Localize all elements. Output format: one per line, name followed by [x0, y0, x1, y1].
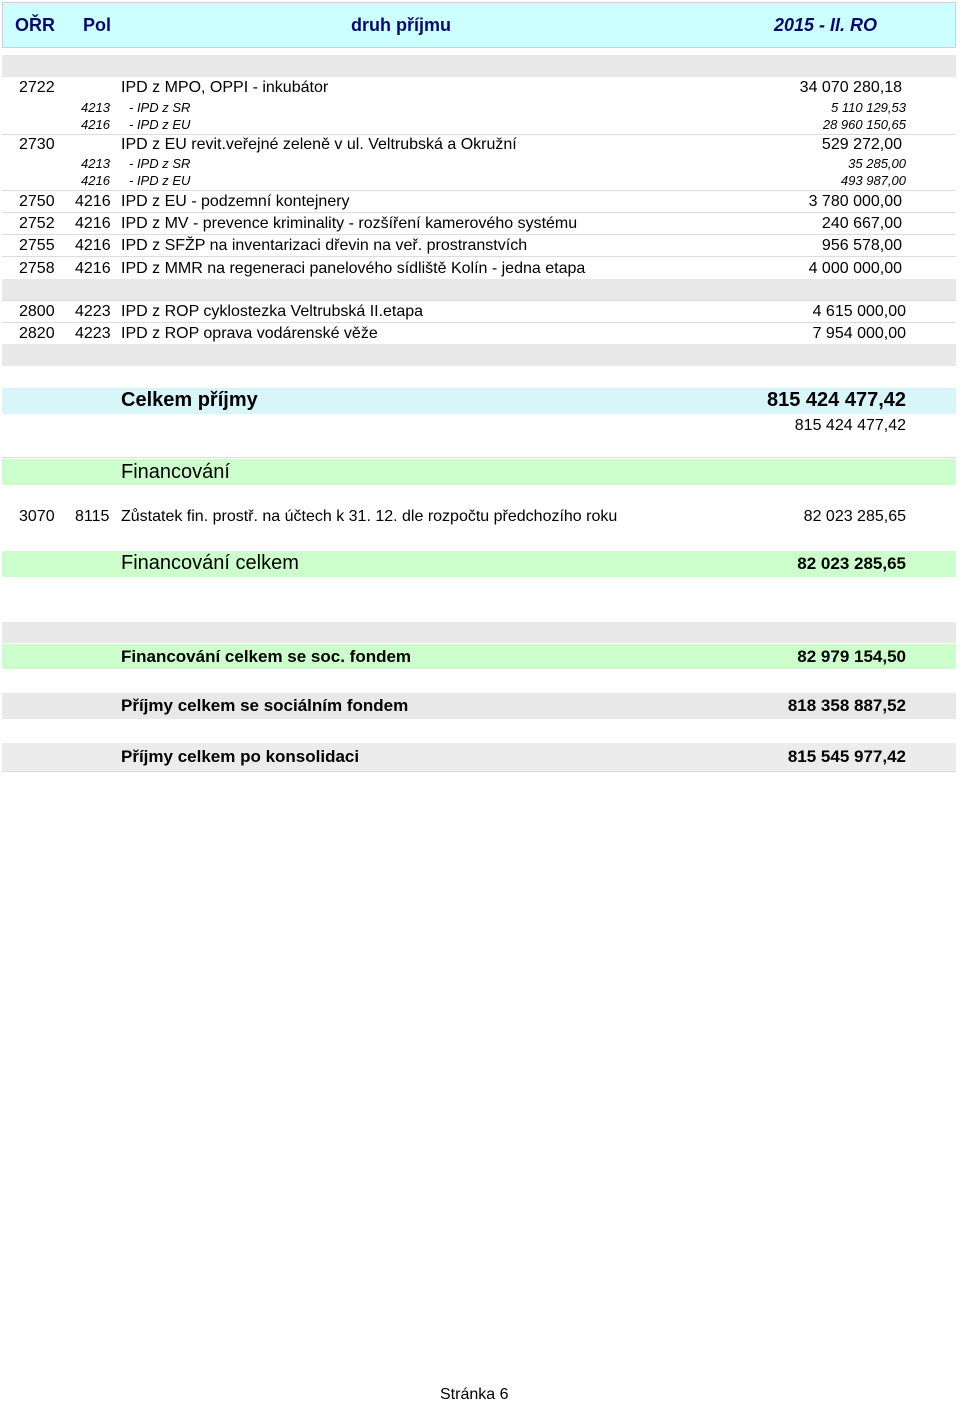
table-row — [2, 300, 956, 322]
income-consolidated-label: Příjmy celkem po konsolidaci — [121, 747, 360, 766]
table-row — [2, 256, 956, 279]
table-subrow — [2, 172, 956, 189]
spacer-row — [2, 55, 956, 77]
row-amount: 3 780 000,00 — [808, 193, 902, 210]
row-pol: 4216 — [75, 215, 111, 232]
row-orr: 2730 — [19, 136, 55, 153]
page-number: Stránka 6 — [440, 1386, 509, 1403]
row-text: IPD z EU revit.veřejné zeleně v ul. Veltrubská a Okružní — [121, 136, 517, 153]
row-pol: 8115 — [75, 508, 110, 525]
row-pol: 4223 — [75, 303, 111, 320]
total-row — [2, 388, 956, 414]
financing-total-value: 82 023 285,65 — [797, 554, 906, 573]
financing-soc-row — [2, 644, 956, 669]
table-subrow — [2, 155, 956, 172]
table-row — [2, 78, 956, 99]
financing-soc-label: Financování celkem se soc. fondem — [121, 647, 412, 666]
header-orr: OŘR — [15, 15, 55, 35]
row-amount: 4 615 000,00 — [812, 303, 906, 320]
row-text: IPD z SFŽP na inventarizaci dřevin na veř. prostranstvích — [121, 237, 528, 254]
row-amount: 35 285,00 — [848, 156, 906, 171]
table-row — [2, 134, 956, 155]
row-orr: 2750 — [19, 193, 55, 210]
total-value: 815 424 477,42 — [766, 389, 906, 411]
row-pol: 4213 — [81, 100, 110, 115]
spacer-row — [2, 344, 956, 366]
table-row — [2, 234, 956, 256]
row-pol: 4216 — [75, 193, 111, 210]
row-text: IPD z MMR na regeneraci panelového sídliště Kolín - jedna etapa — [121, 260, 586, 277]
row-orr: 2820 — [19, 325, 55, 342]
row-text: IPD z ROP oprava vodárenské věže — [121, 325, 378, 342]
income-soc-label: Příjmy celkem se sociálním fondem — [121, 696, 409, 715]
row-amount: 956 578,00 — [821, 237, 902, 254]
table-header — [2, 2, 956, 48]
row-pol: 4216 — [75, 237, 111, 254]
table-row — [2, 190, 956, 212]
total-repeat-row — [2, 414, 956, 458]
row-amount: 4 000 000,00 — [808, 260, 902, 277]
row-text: IPD z EU - podzemní kontejnery — [121, 193, 350, 210]
row-pol: 4216 — [81, 173, 110, 188]
row-text: - IPD z EU — [129, 117, 191, 132]
financing-total-row — [2, 551, 956, 577]
financing-row — [2, 506, 956, 530]
income-consolidated-value: 815 545 977,42 — [787, 747, 906, 766]
row-pol: 4213 — [81, 156, 110, 171]
total-label: Celkem příjmy — [121, 389, 258, 411]
row-text: IPD z MV - prevence kriminality - rozšíření kamerového systému — [121, 215, 578, 232]
header-ro: 2015 - II. RO — [773, 15, 877, 35]
row-amount: 7 954 000,00 — [812, 325, 906, 342]
income-consolidated-row — [2, 743, 956, 772]
financing-heading: Financování — [121, 461, 230, 483]
table-row — [2, 212, 956, 234]
total-value-repeat: 815 424 477,42 — [794, 417, 906, 434]
row-text: - IPD z SR — [129, 100, 191, 115]
row-orr: 2752 — [19, 215, 55, 232]
row-text: IPD z ROP cyklostezka Veltrubská II.etapa — [121, 303, 424, 320]
income-soc-value: 818 358 887,52 — [787, 696, 906, 715]
row-text: - IPD z SR — [129, 156, 191, 171]
row-amount: 82 023 285,65 — [803, 508, 906, 525]
table-subrow — [2, 99, 956, 116]
row-pol: 4216 — [75, 260, 111, 277]
income-soc-row — [2, 693, 956, 719]
spacer-row — [2, 622, 956, 643]
row-text: IPD z MPO, OPPI - inkubátor — [121, 79, 329, 96]
row-amount: 5 110 129,53 — [831, 100, 906, 115]
row-orr: 2758 — [19, 260, 55, 277]
row-orr: 3070 — [19, 508, 55, 525]
row-orr: 2722 — [19, 79, 55, 96]
table-row — [2, 322, 956, 344]
financing-total-label: Financování celkem — [121, 552, 299, 574]
row-amount: 34 070 280,18 — [799, 79, 902, 96]
row-amount: 240 667,00 — [821, 215, 902, 232]
row-orr: 2755 — [19, 237, 55, 254]
table-subrow — [2, 116, 956, 133]
row-orr: 2800 — [19, 303, 55, 320]
row-pol: 4216 — [81, 117, 110, 132]
spacer-row — [2, 279, 956, 300]
financing-heading-row — [2, 459, 956, 485]
header-pol: Pol — [83, 15, 112, 35]
financing-soc-value: 82 979 154,50 — [797, 647, 906, 666]
row-amount: 529 272,00 — [821, 136, 902, 153]
row-pol: 4223 — [75, 325, 111, 342]
row-text: Zůstatek fin. prostř. na účtech k 31. 12. dle rozpočtu předchozího roku — [121, 508, 618, 525]
row-amount: 493 987,00 — [840, 173, 906, 188]
header-druh: druh příjmu — [351, 15, 451, 35]
row-text: - IPD z EU — [129, 173, 191, 188]
row-amount: 28 960 150,65 — [822, 117, 906, 132]
